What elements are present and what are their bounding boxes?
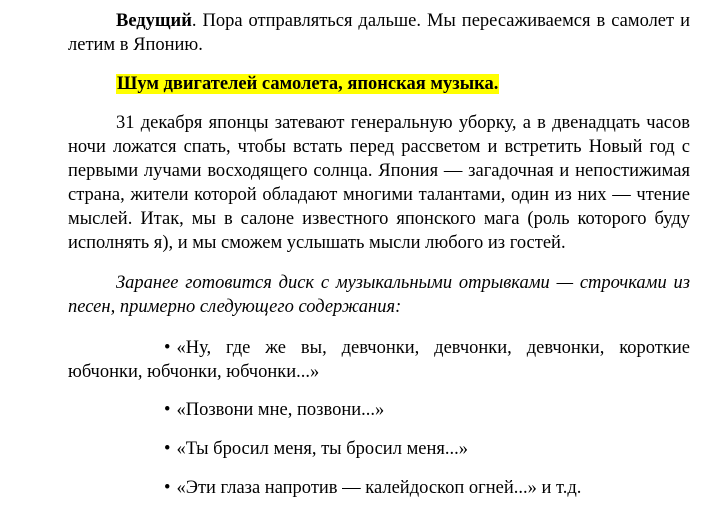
highlighted-stage-direction: Шум двигателей самолета, японская музыка. — [117, 74, 499, 94]
bullet-marker: • — [164, 400, 171, 420]
bullet-marker: • — [164, 439, 171, 459]
paragraph-text: Заранее готовится диск с музыкальными отрывками — строчками из песен, примерно следующего содержания: — [68, 273, 690, 317]
bullet-marker: • — [164, 338, 171, 358]
speaker-label: Ведущий — [116, 11, 192, 31]
bullet-text: «Позвони мне, позвони...» — [176, 400, 385, 420]
bullet-text: «Ты бросил меня, ты бросил меня...» — [176, 439, 469, 459]
bullet-item — [68, 437, 690, 461]
bullet-text: «Эти глаза напротив — калейдоскоп огней...» и т.д. — [176, 478, 582, 498]
bullet-text: «Ну, где же вы, девчонки, девчонки, девчонки, короткие юбчонки, юбчонки, юбчонки...» — [68, 338, 690, 382]
paragraph-japan-description — [68, 111, 690, 255]
paragraph-italic-instruction — [68, 271, 690, 319]
paragraph-text: 31 декабря японцы затевают генеральную уборку, а в двенадцать часов ночи ложатся спать, чтобы встать перед рассветом и встретить Новый год с первыми лучами восходящего солнца. Япония — загадочная и непостижимая страна, жители которой обладают многими талантами, один из них — чтение мыслей. Итак, мы в салоне известного японского мага (роль которого буду исполнять я), и мы сможем услышать мысли любого из гостей. — [68, 113, 690, 253]
paragraph-host-intro — [68, 9, 690, 57]
paragraph-text: . Пора отправляться дальше. Мы пересаживаемся в самолет и летим в Японию. — [68, 11, 690, 55]
paragraph-stage-direction — [68, 72, 690, 96]
bullet-item — [68, 398, 690, 422]
bullet-item — [68, 476, 690, 500]
bullet-marker: • — [164, 478, 171, 498]
bullet-item — [68, 336, 690, 384]
